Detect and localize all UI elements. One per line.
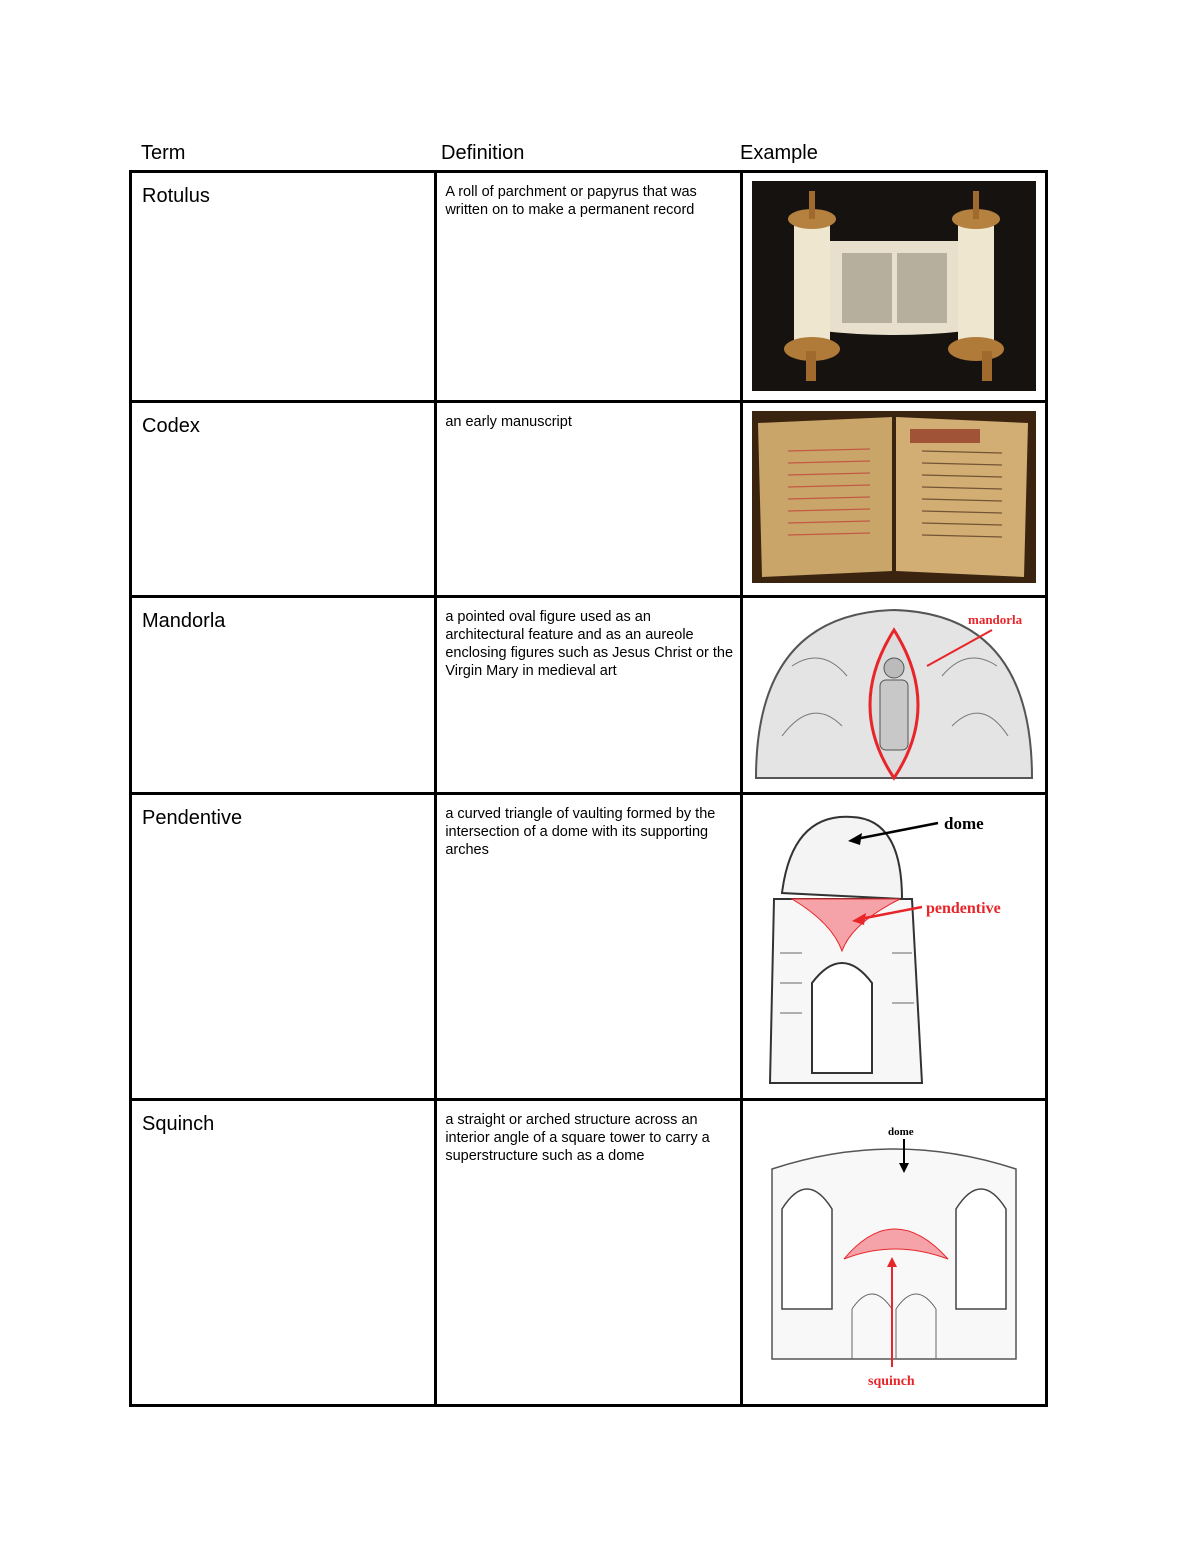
table-row xyxy=(131,794,1047,1100)
definition-cell xyxy=(436,794,741,1100)
term-cell xyxy=(131,172,436,402)
term-label: Rotulus xyxy=(142,185,210,207)
column-header-example: Example xyxy=(740,142,818,164)
term-label: Squinch xyxy=(142,1113,215,1135)
definition-cell xyxy=(436,402,741,597)
example-cell xyxy=(741,1100,1046,1406)
column-header-term: Term xyxy=(141,142,186,164)
definition-text: a curved triangle of vaulting formed by the intersection of a dome with its supporting arches xyxy=(445,806,716,858)
definition-text: A roll of parchment or papyrus that was written on to make a permanent record xyxy=(445,184,697,218)
example-cell xyxy=(741,794,1046,1100)
term-cell xyxy=(131,1100,436,1406)
term-label: Pendentive xyxy=(142,807,243,829)
pendentive-dome-drawing xyxy=(752,803,1036,1085)
definition-text: a straight or arched structure across an interior angle of a square tower to carry a superstructure such as a dome xyxy=(445,1112,710,1164)
column-header-definition: Definition xyxy=(441,142,525,164)
definition-cell xyxy=(436,597,741,794)
pendentive-label: pendentive xyxy=(925,900,1001,917)
table-row xyxy=(131,402,1047,597)
term-label: Mandorla xyxy=(142,610,226,632)
dome-label: dome xyxy=(943,814,984,833)
open-manuscript-photo xyxy=(752,411,1036,583)
mandorla-label: mandorla xyxy=(967,612,1022,627)
term-cell xyxy=(131,794,436,1100)
squinch-label: squinch xyxy=(867,1374,915,1389)
tympanum-mandorla-drawing xyxy=(752,606,1036,782)
scroll-photo xyxy=(752,181,1036,391)
example-cell xyxy=(741,172,1046,402)
table-row xyxy=(131,1100,1047,1406)
term-cell xyxy=(131,402,436,597)
example-cell xyxy=(741,597,1046,794)
term-cell xyxy=(131,597,436,794)
term-label: Codex xyxy=(142,415,200,437)
dome-label: dome xyxy=(887,1126,914,1138)
squinch-dome-drawing xyxy=(752,1109,1036,1391)
definition-text: a pointed oval figure used as an architectural feature and as an aureole enclosing figures such as Jesus Christ or the Virgin Mary in medieval art xyxy=(445,609,734,679)
glossary-table xyxy=(129,170,1048,1407)
definition-text: an early manuscript xyxy=(445,414,572,430)
example-cell xyxy=(741,402,1046,597)
table-row xyxy=(131,597,1047,794)
definition-cell xyxy=(436,1100,741,1406)
definition-cell xyxy=(436,172,741,402)
table-row xyxy=(131,172,1047,402)
